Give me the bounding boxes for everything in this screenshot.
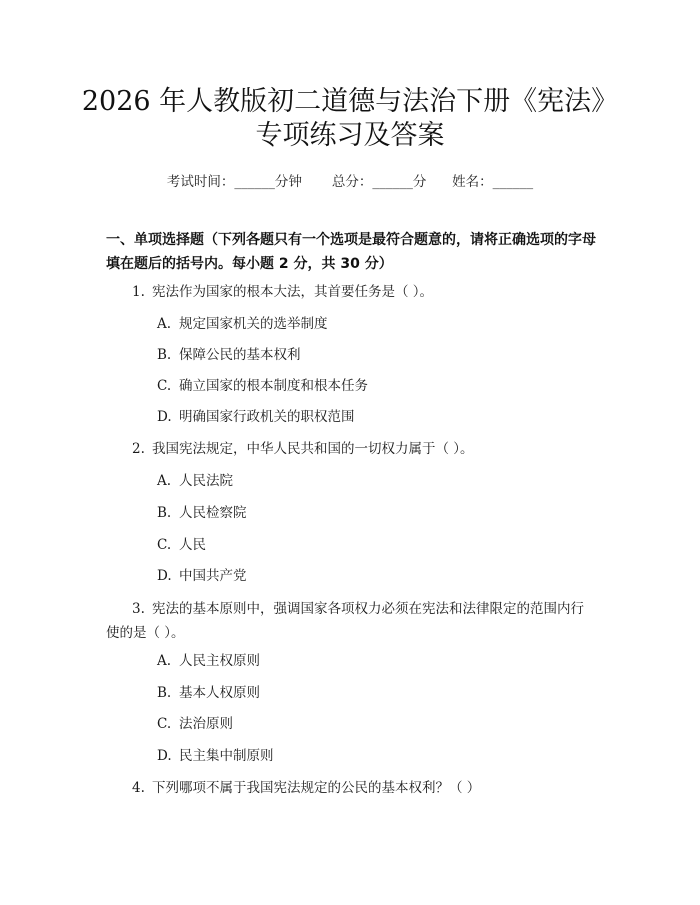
option-text: 规定国家机关的选举制度 [179,316,328,332]
option-letter: C. [157,378,172,394]
option-letter: B. [157,685,172,701]
name-label: 姓名： [452,174,493,190]
option-3d [157,746,274,766]
question-3-continuation [106,621,185,645]
option-text: 人民主权原则 [179,653,260,669]
question-number: 4. [132,780,145,796]
option-text: 基本人权原则 [179,685,260,701]
time-blank: ______ [234,174,275,190]
option-2d [157,566,247,586]
option-text: 中国共产党 [179,568,247,584]
option-3a [157,651,260,671]
option-text: 人民检察院 [179,505,247,521]
option-text: 人民法院 [179,473,233,489]
option-text: 明确国家行政机关的职权范围 [179,409,355,425]
exam-meta [0,170,700,190]
option-text: 人民 [179,537,206,553]
option-letter: A. [157,653,172,669]
question-text-line1: 宪法的基本原则中，强调国家各项权力必须在宪法和法律限定的范围内行 [152,601,584,617]
option-letter: B. [157,505,172,521]
option-text: 保障公民的基本权利 [179,347,301,363]
score-blank: ______ [372,174,413,190]
score-label: 总分： [331,174,373,190]
option-letter: A. [157,316,172,332]
option-letter: A. [157,473,172,489]
option-letter: C. [157,716,172,732]
score-unit: 分 [412,174,427,190]
section-heading: 一、单项选择题（下列各题只有一个选项是最符合题意的，请将正确选项的字母填在题后的括号内。每小题 2 分，共 30 分） [106,232,596,272]
question-1 [132,280,433,304]
option-text: 民主集中制原则 [179,748,274,764]
time-label: 考试时间： [166,174,235,190]
option-1d [157,407,355,427]
question-text: 宪法作为国家的根本大法，其首要任务是（ ）。 [152,284,434,300]
option-letter: C. [157,537,172,553]
name-blank: ______ [492,174,534,190]
question-4 [132,776,480,800]
option-2c [157,535,206,555]
option-letter: B. [157,347,172,363]
question-number: 2. [132,441,145,457]
question-3 [132,597,584,621]
option-2b [157,503,247,523]
option-2a [157,471,233,491]
document-title-line2: 专项练习及答案 [255,120,445,151]
question-number: 3. [132,601,145,617]
document-title-line1: 2026 年人教版初二道德与法治下册《宪法》 [81,86,619,117]
option-text: 法治原则 [179,716,233,732]
option-3b [157,683,260,703]
option-1a [157,314,328,334]
question-text: 下列哪项不属于我国宪法规定的公民的基本权利？（ ） [152,780,481,796]
question-2 [132,437,474,461]
option-3c [157,714,233,734]
question-text: 我国宪法规定，中华人民共和国的一切权力属于（ ）。 [152,441,474,457]
option-letter: D. [157,409,172,425]
question-text-line2: 使的是（ ）。 [106,625,185,641]
option-1c [157,376,368,396]
question-number: 1. [132,284,145,300]
option-text: 确立国家的根本制度和根本任务 [179,378,368,394]
option-letter: D. [157,748,172,764]
time-unit: 分钟 [274,174,302,190]
option-letter: D. [157,568,172,584]
option-1b [157,345,301,365]
